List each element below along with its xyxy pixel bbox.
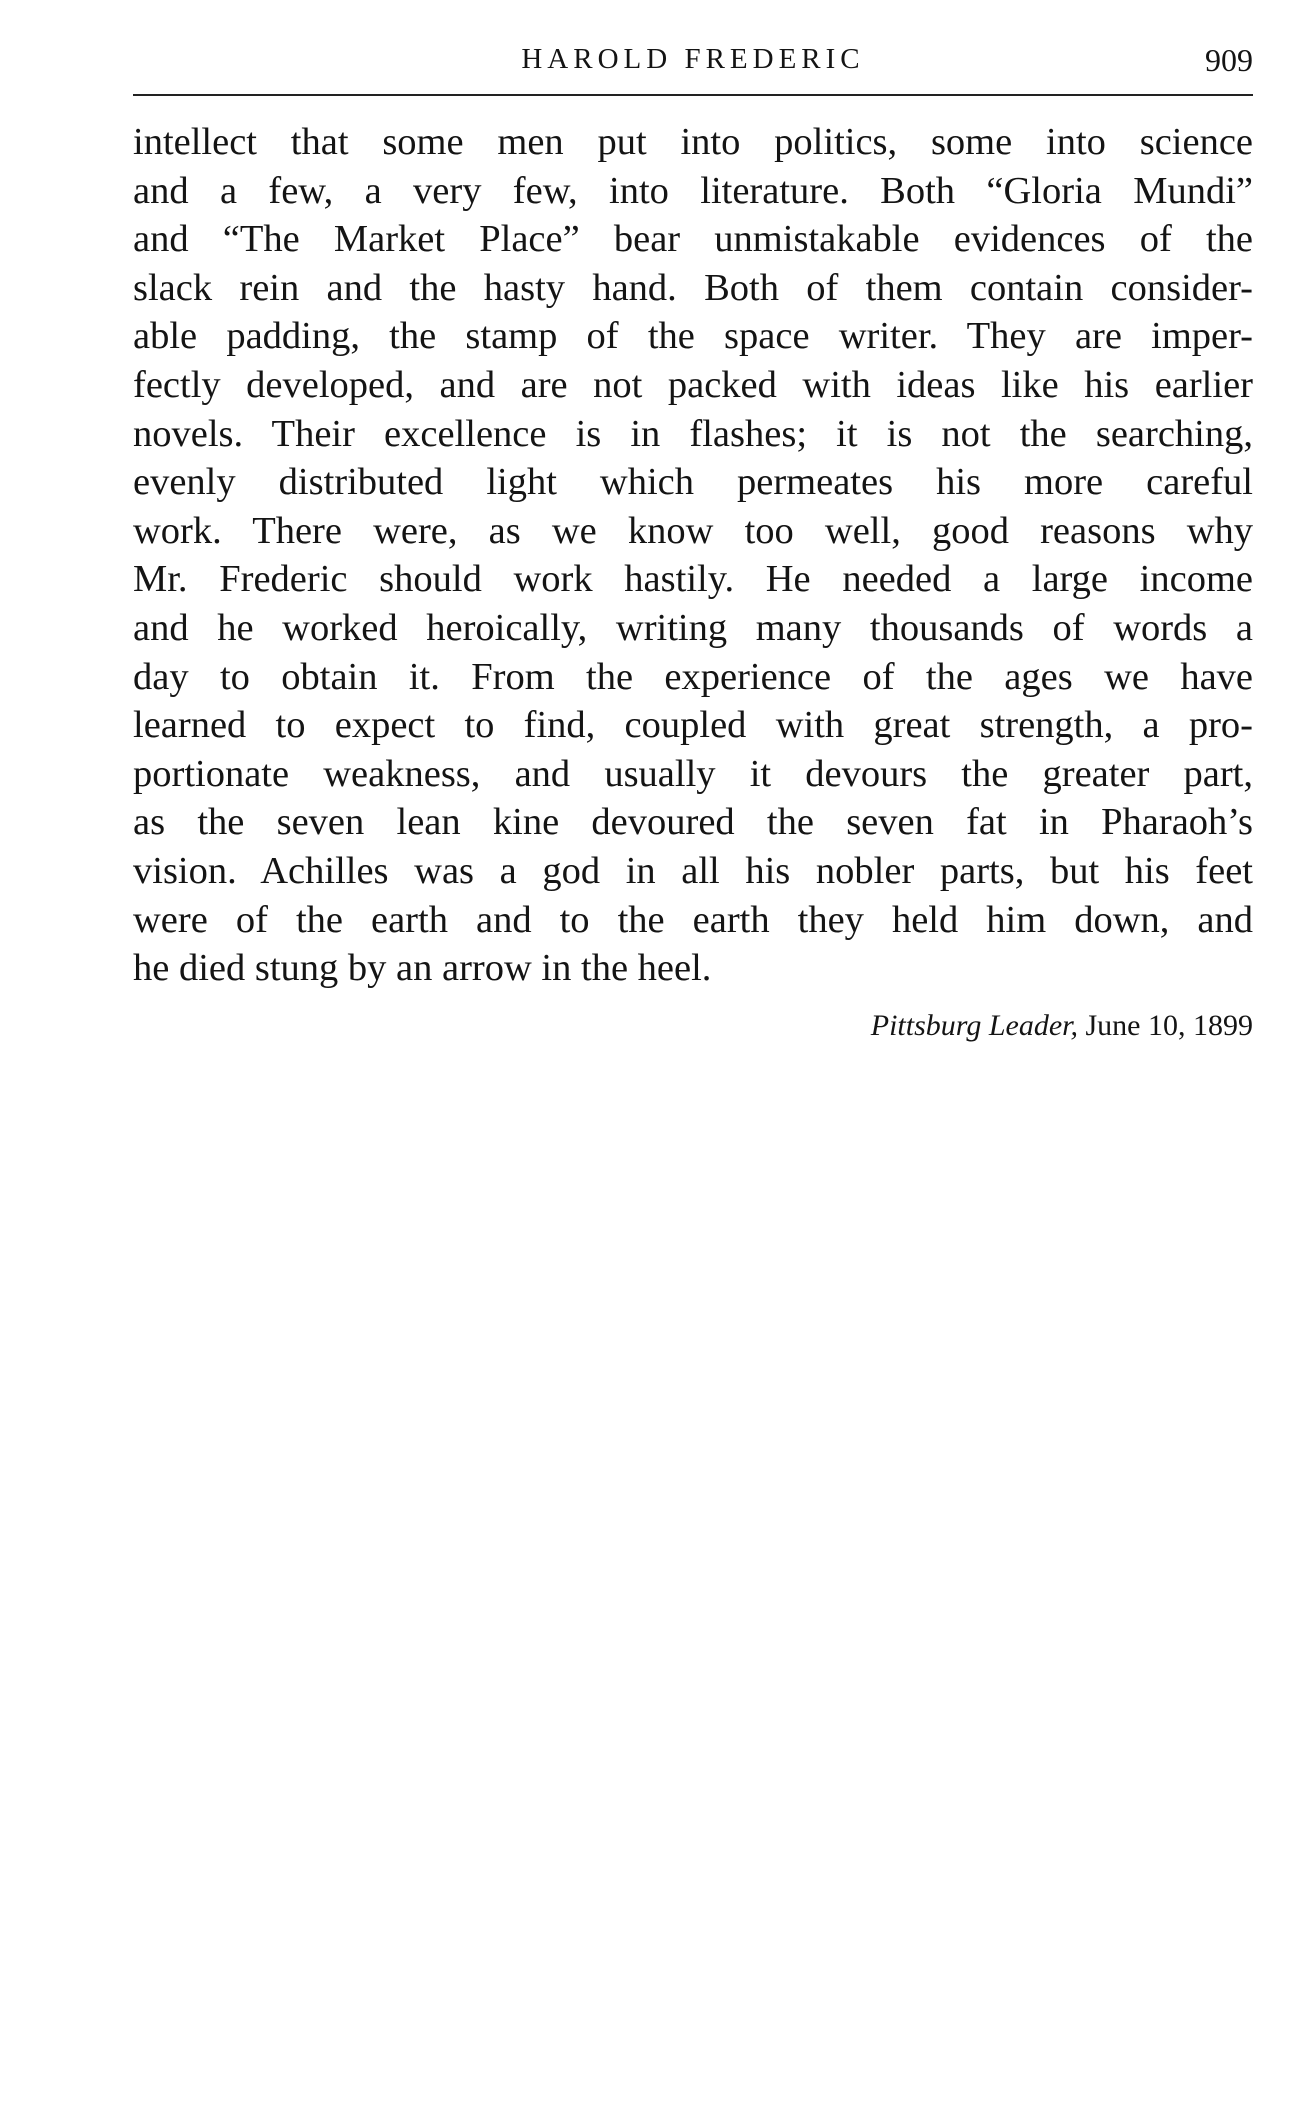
- citation-source: Pittsburg Leader,: [870, 1009, 1078, 1042]
- text-line: were of the earth and to the earth they held him down, and: [133, 898, 1253, 941]
- text-line: novels. Their excellence is in flashes; it is not the searching,: [133, 412, 1253, 455]
- text-line: vision. Achilles was a god in all his nobler parts, but his feet: [133, 849, 1253, 892]
- text-line: as the seven lean kine devoured the seven fat in Pharaoh’s: [133, 801, 1253, 844]
- running-title: HAROLD FREDERIC: [521, 43, 865, 75]
- header-rule: [133, 94, 1253, 96]
- text-line: and he worked heroically, writing many thousands of words a: [133, 606, 1253, 649]
- running-head: [133, 38, 1253, 84]
- citation-date: June 10, 1899: [1078, 1009, 1253, 1042]
- text-line: able padding, the stamp of the space writer. They are imper-: [133, 315, 1253, 358]
- text-line: fectly developed, and are not packed with ideas like his earlier: [133, 363, 1253, 406]
- text-line: work. There were, as we know too well, good reasons why: [133, 509, 1253, 552]
- text-line: portionate weakness, and usually it devours the greater part,: [133, 752, 1253, 795]
- page-number: 909: [1205, 42, 1253, 78]
- source-citation: [133, 1008, 1253, 1044]
- text-line: day to obtain it. From the experience of the ages we have: [133, 655, 1253, 698]
- text-line: intellect that some men put into politics, some into science: [133, 121, 1253, 163]
- text-line: Mr. Frederic should work hastily. He needed a large income: [133, 558, 1253, 601]
- text-line-last: he died stung by an arrow in the heel.: [133, 947, 712, 990]
- text-line: slack rein and the hasty hand. Both of them contain consider-: [133, 266, 1253, 309]
- text-line: evenly distributed light which permeates his more careful: [133, 461, 1253, 504]
- body-paragraph: [133, 118, 1253, 993]
- text-line: and “The Market Place” bear unmistakable evidences of the: [133, 218, 1253, 261]
- text-line: learned to expect to find, coupled with great strength, a pro-: [133, 704, 1253, 747]
- text-line: and a few, a very few, into literature. Both “Gloria Mundi”: [133, 169, 1253, 212]
